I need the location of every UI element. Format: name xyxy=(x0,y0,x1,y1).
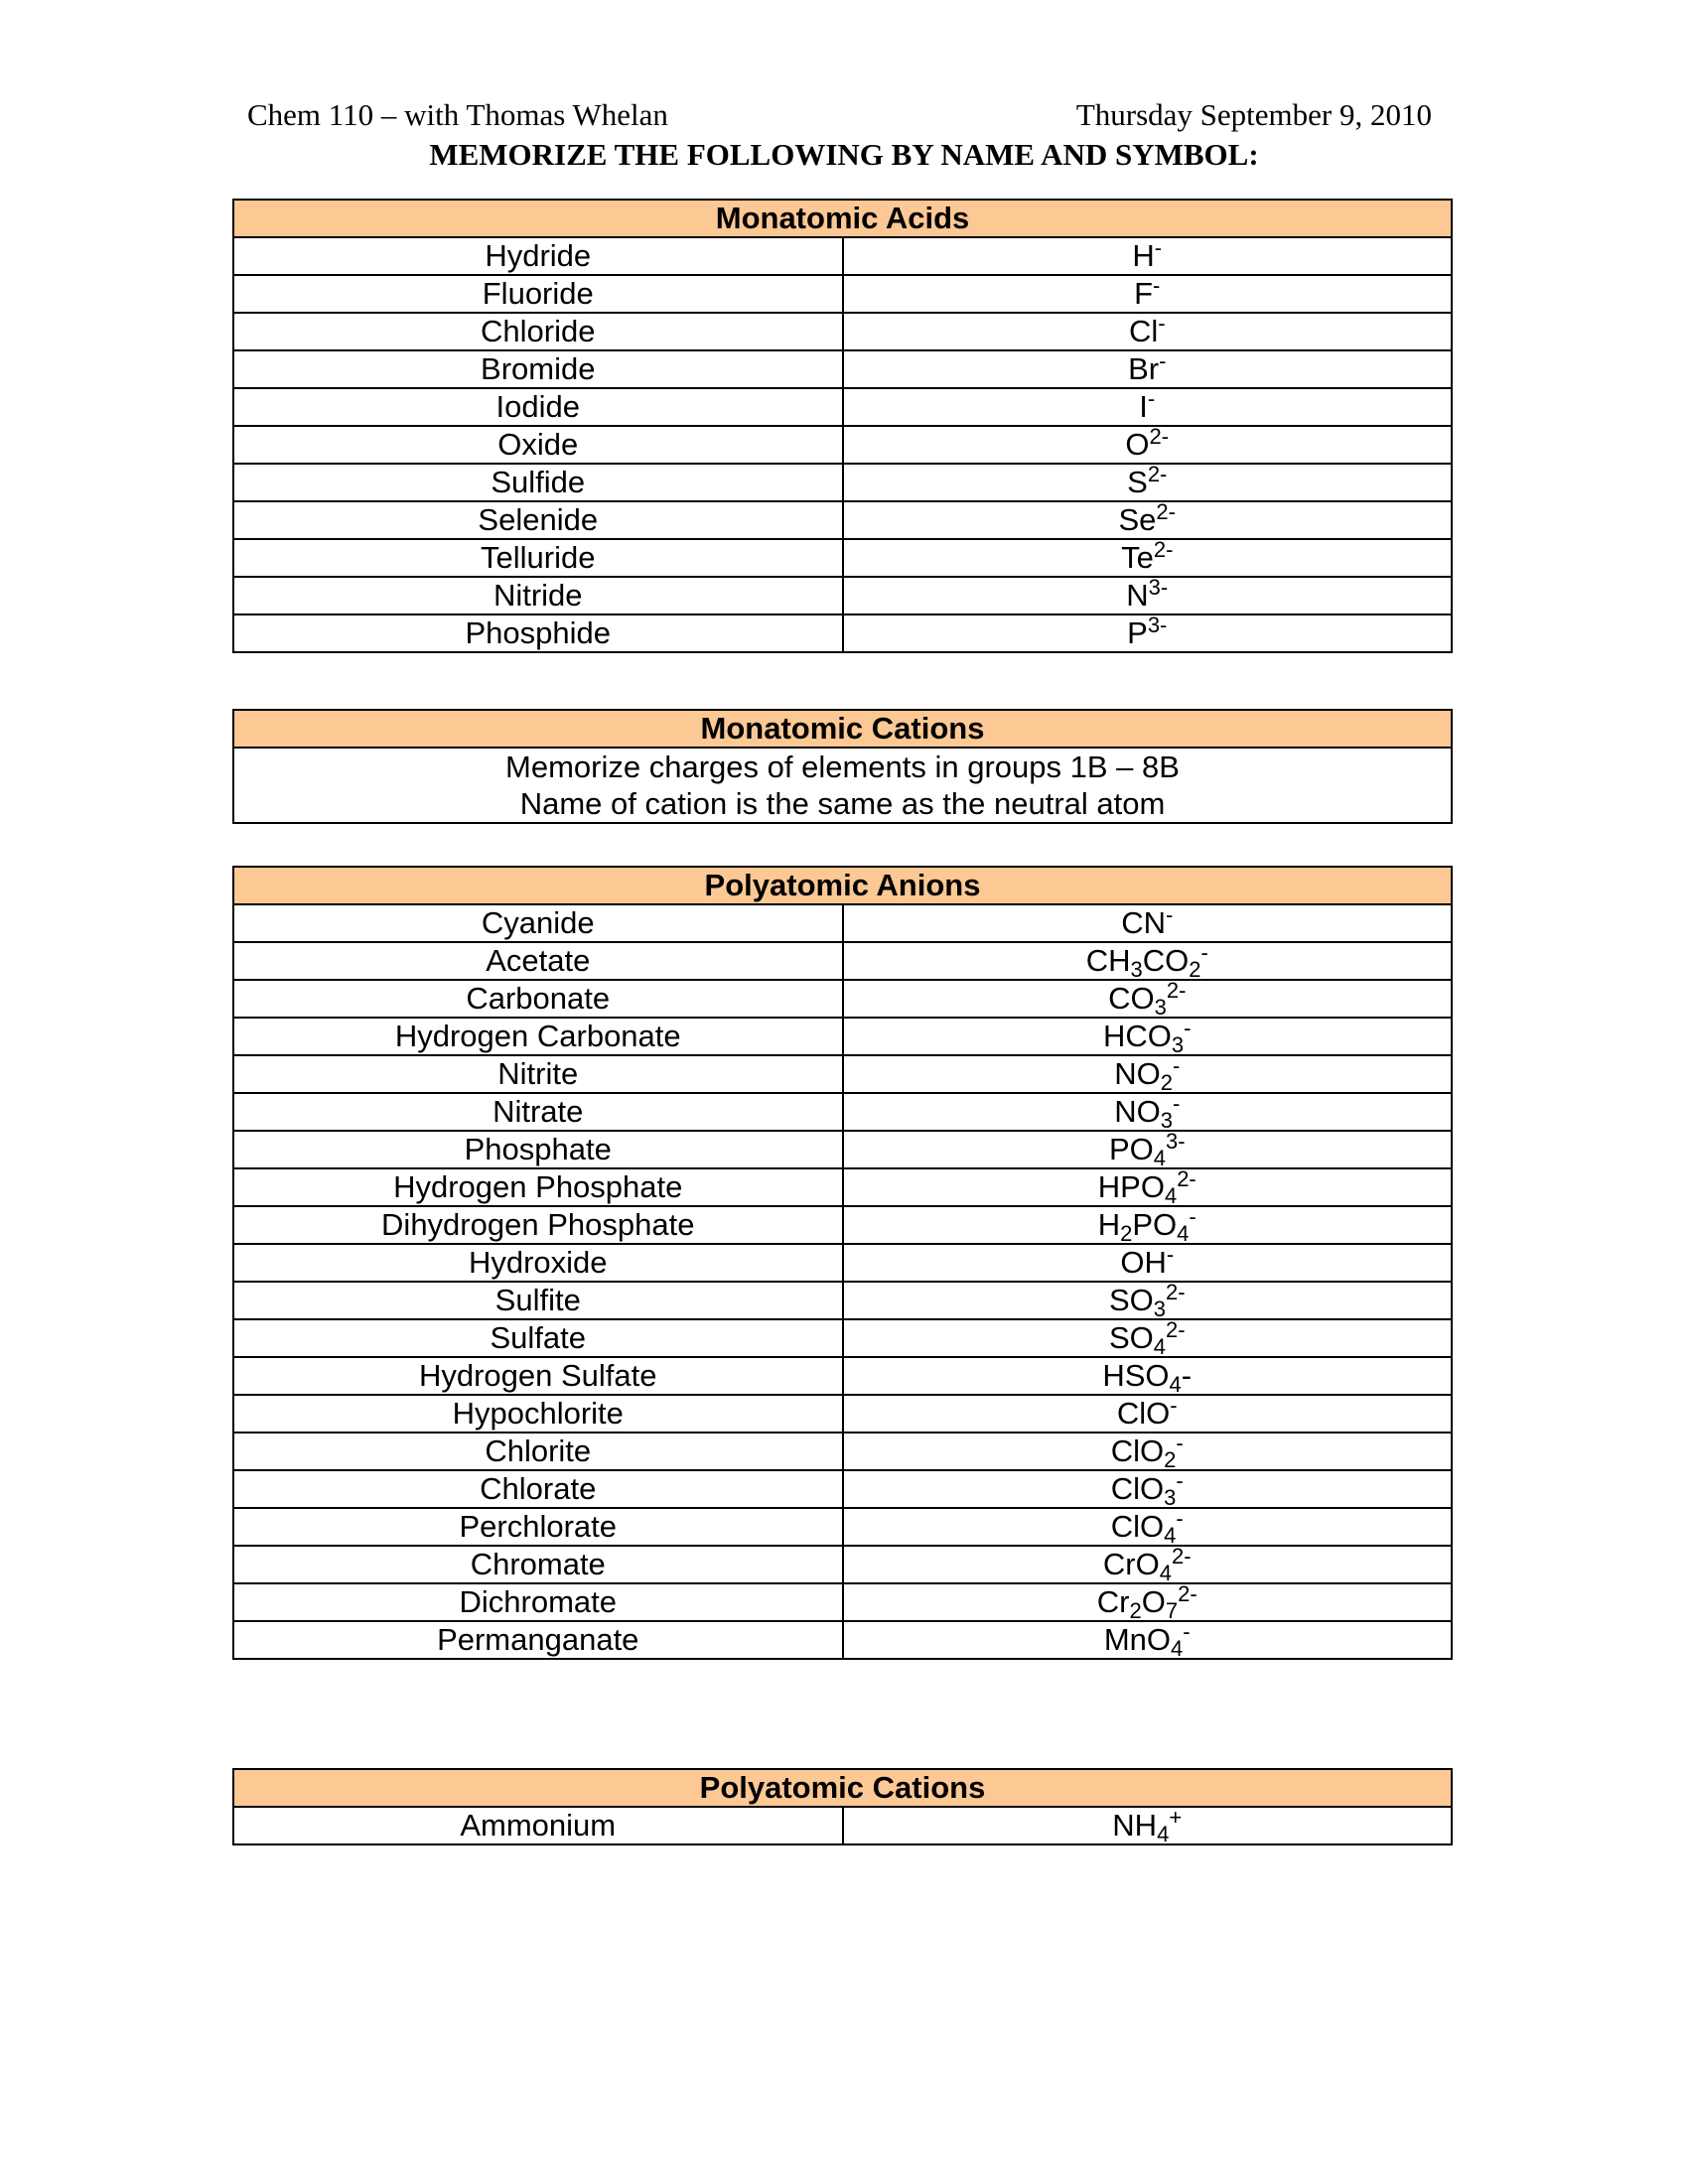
charge-superscript: 2- xyxy=(1177,1166,1196,1191)
formula-text: ClO xyxy=(1110,1509,1165,1544)
charge-superscript: - xyxy=(1176,1506,1184,1531)
charge-superscript: 2- xyxy=(1178,1581,1197,1606)
charge-superscript: 2- xyxy=(1153,537,1174,562)
formula-text: O xyxy=(1125,427,1150,462)
formula-text: ClO xyxy=(1110,1471,1165,1506)
ion-name: Sulfate xyxy=(233,1319,843,1357)
formula-text: CN xyxy=(1121,905,1166,940)
ion-name: Nitride xyxy=(233,577,843,614)
ion-symbol xyxy=(843,1206,1453,1244)
table-row xyxy=(233,1093,1452,1131)
ion-symbol xyxy=(843,539,1453,577)
ion-symbol xyxy=(843,313,1453,350)
ion-symbol xyxy=(843,275,1453,313)
ion-symbol xyxy=(843,1395,1453,1433)
table-title: Monatomic Cations xyxy=(233,710,1452,748)
charge-superscript: - xyxy=(1147,386,1156,411)
formula-text: ClO xyxy=(1110,1433,1165,1468)
formula-text: Br xyxy=(1128,351,1160,386)
table-title: Polyatomic Cations xyxy=(233,1769,1452,1807)
table-row xyxy=(233,1018,1452,1055)
table-title: Monatomic Acids xyxy=(233,200,1452,237)
subscript: 4 xyxy=(1177,1221,1190,1246)
subscript: 4 xyxy=(1159,1561,1172,1585)
ion-symbol xyxy=(843,942,1453,980)
ion-symbol xyxy=(843,1319,1453,1357)
subscript: 3 xyxy=(1171,1032,1185,1057)
formula-text: MnO xyxy=(1103,1622,1172,1657)
ion-symbol xyxy=(843,1018,1453,1055)
table-row xyxy=(233,980,1452,1018)
table-row xyxy=(233,1319,1452,1357)
ion-name: Dichromate xyxy=(233,1583,843,1621)
ion-name: Sulfide xyxy=(233,464,843,501)
charge-superscript: - xyxy=(1166,1242,1175,1267)
table-header-row xyxy=(233,1769,1452,1807)
table-row xyxy=(233,388,1452,426)
formula-text: ClO xyxy=(1116,1396,1171,1431)
ion-symbol xyxy=(843,1508,1453,1546)
formula-text: P xyxy=(1127,615,1148,650)
charge-superscript: - xyxy=(1153,273,1161,298)
subscript: 4 xyxy=(1153,1334,1166,1359)
ion-name: Selenide xyxy=(233,501,843,539)
subscript: 3 xyxy=(1130,957,1143,982)
formula-text: SO xyxy=(1108,1320,1154,1355)
ion-symbol xyxy=(843,1433,1453,1470)
table-row xyxy=(233,1470,1452,1508)
subscript: 4 xyxy=(1153,1146,1166,1170)
table-row xyxy=(233,313,1452,350)
polyatomic-anions-table xyxy=(232,866,1453,1660)
table-row xyxy=(233,1583,1452,1621)
table-row xyxy=(233,1244,1452,1282)
table-row xyxy=(233,1433,1452,1470)
table-row xyxy=(233,1357,1452,1395)
subscript: 3 xyxy=(1164,1485,1177,1510)
ion-symbol xyxy=(843,1093,1453,1131)
ion-symbol xyxy=(843,577,1453,614)
ion-name: Hydrogen Sulfate xyxy=(233,1357,843,1395)
formula-text: PO xyxy=(1108,1132,1154,1166)
charge-superscript: 2- xyxy=(1172,1544,1192,1569)
table-row xyxy=(233,1807,1452,1844)
table-row xyxy=(233,1131,1452,1168)
formula-text: NO xyxy=(1114,1056,1161,1091)
ion-name: Chloride xyxy=(233,313,843,350)
charge-superscript: - xyxy=(1172,1091,1181,1116)
formula-text: CO xyxy=(1142,943,1190,978)
charge-superscript: 2- xyxy=(1165,1317,1186,1342)
charge-superscript: - xyxy=(1176,1431,1184,1455)
charge-superscript: - xyxy=(1172,1053,1181,1078)
ion-symbol xyxy=(843,464,1453,501)
subscript: 4 xyxy=(1169,1372,1182,1397)
ion-symbol xyxy=(843,1131,1453,1168)
ion-name: Phosphate xyxy=(233,1131,843,1168)
table-title: Polyatomic Anions xyxy=(233,867,1452,904)
charge-superscript: - xyxy=(1176,1468,1184,1493)
ion-name: Bromide xyxy=(233,350,843,388)
ion-name: Carbonate xyxy=(233,980,843,1018)
charge-superscript: 2- xyxy=(1166,978,1187,1003)
charge-superscript: 3- xyxy=(1147,613,1168,637)
note-line: Name of cation is the same as the neutral atom xyxy=(519,786,1166,821)
ion-symbol xyxy=(843,1621,1453,1659)
table-row xyxy=(233,1508,1452,1546)
ion-name: Phosphide xyxy=(233,614,843,652)
subscript: 2 xyxy=(1129,1598,1142,1623)
formula-text: Se xyxy=(1118,502,1157,537)
course-header: Chem 110 – with Thomas Whelan xyxy=(247,97,668,132)
ion-name: Hypochlorite xyxy=(233,1395,843,1433)
subscript: 7 xyxy=(1165,1598,1179,1623)
charge-superscript: - xyxy=(1154,235,1163,260)
formula-text: I xyxy=(1139,389,1148,424)
table-header-row xyxy=(233,710,1452,748)
table-row xyxy=(233,1168,1452,1206)
ion-symbol xyxy=(843,1546,1453,1583)
charge-superscript: - xyxy=(1184,1016,1192,1040)
charge-superscript: 2- xyxy=(1149,424,1170,449)
formula-text: N xyxy=(1126,578,1149,613)
formula-text: H xyxy=(1097,1207,1121,1242)
charge-superscript: 2- xyxy=(1165,1280,1186,1304)
ion-name: Sulfite xyxy=(233,1282,843,1319)
formula-text: CH xyxy=(1085,943,1131,978)
table-row xyxy=(233,275,1452,313)
ion-name: Hydrogen Phosphate xyxy=(233,1168,843,1206)
subscript: 2 xyxy=(1189,957,1201,982)
subscript: 3 xyxy=(1153,1297,1166,1321)
charge-superscript: 2- xyxy=(1156,499,1176,524)
charge-superscript: - xyxy=(1183,1619,1191,1644)
formula-text: OH xyxy=(1120,1245,1167,1280)
charge-superscript: - xyxy=(1165,902,1174,927)
ion-name: Oxide xyxy=(233,426,843,464)
subscript: 3 xyxy=(1154,995,1167,1020)
table-row xyxy=(233,539,1452,577)
subscript: 4 xyxy=(1157,1822,1170,1846)
charge-superscript: 3- xyxy=(1165,1129,1186,1154)
formula-text: O xyxy=(1141,1584,1166,1619)
formula-text: HCO xyxy=(1103,1019,1172,1053)
ion-symbol xyxy=(843,904,1453,942)
formula-text: CrO xyxy=(1102,1547,1160,1581)
subscript: 4 xyxy=(1164,1183,1178,1208)
ion-symbol xyxy=(843,1583,1453,1621)
table-header-row xyxy=(233,200,1452,237)
ion-symbol xyxy=(843,1055,1453,1093)
table-header-row xyxy=(233,867,1452,904)
subscript: 2 xyxy=(1120,1221,1133,1246)
ion-name: Ammonium xyxy=(233,1807,843,1844)
charge-superscript: - xyxy=(1189,1204,1196,1229)
formula-text: NH xyxy=(1112,1808,1158,1843)
subscript: 3 xyxy=(1160,1108,1173,1133)
ion-name: Iodide xyxy=(233,388,843,426)
ion-name: Hydroxide xyxy=(233,1244,843,1282)
ion-symbol xyxy=(843,426,1453,464)
table-row xyxy=(233,1282,1452,1319)
table-row xyxy=(233,577,1452,614)
ion-symbol xyxy=(843,980,1453,1018)
ion-name: Perchlorate xyxy=(233,1508,843,1546)
formula-text: - xyxy=(1181,1358,1193,1393)
ion-symbol xyxy=(843,1282,1453,1319)
polyatomic-cations-table xyxy=(232,1768,1453,1845)
ion-name: Hydrogen Carbonate xyxy=(233,1018,843,1055)
monatomic-acids-table xyxy=(232,199,1453,653)
charge-superscript: - xyxy=(1159,348,1167,373)
ion-symbol xyxy=(843,237,1453,275)
table-row xyxy=(233,1621,1452,1659)
ion-symbol xyxy=(843,614,1453,652)
table-row xyxy=(233,237,1452,275)
ion-name: Nitrite xyxy=(233,1055,843,1093)
cation-note xyxy=(233,748,1452,823)
table-row xyxy=(233,464,1452,501)
formula-text: Cl xyxy=(1128,314,1159,348)
formula-text: S xyxy=(1127,465,1148,499)
note-line: Memorize charges of elements in groups 1B – 8B xyxy=(505,750,1180,784)
table-row xyxy=(233,1546,1452,1583)
ion-name: Permanganate xyxy=(233,1621,843,1659)
monatomic-cations-table xyxy=(232,709,1453,824)
table-row xyxy=(233,904,1452,942)
formula-text: H xyxy=(1132,238,1155,273)
subscript: 4 xyxy=(1164,1523,1177,1548)
charge-superscript: + xyxy=(1169,1805,1183,1830)
ion-symbol xyxy=(843,1470,1453,1508)
formula-text: NO xyxy=(1114,1094,1161,1129)
charge-superscript: 2- xyxy=(1147,462,1168,486)
ion-name: Chromate xyxy=(233,1546,843,1583)
subscript: 4 xyxy=(1171,1636,1184,1661)
table-row xyxy=(233,501,1452,539)
formula-text: HSO xyxy=(1102,1358,1170,1393)
table-row xyxy=(233,942,1452,980)
formula-text: CO xyxy=(1108,981,1155,1016)
table-row xyxy=(233,614,1452,652)
table-row xyxy=(233,350,1452,388)
ion-name: Cyanide xyxy=(233,904,843,942)
formula-text: SO xyxy=(1108,1283,1154,1317)
formula-text: HPO xyxy=(1097,1169,1165,1204)
ion-name: Acetate xyxy=(233,942,843,980)
ion-symbol xyxy=(843,1357,1453,1395)
subscript: 2 xyxy=(1160,1070,1173,1095)
page-title: MEMORIZE THE FOLLOWING BY NAME AND SYMBOL: xyxy=(429,137,1259,172)
table-row xyxy=(233,1206,1452,1244)
charge-superscript: - xyxy=(1200,940,1208,965)
formula-text: F xyxy=(1134,276,1154,311)
formula-text: Te xyxy=(1121,540,1154,575)
table-row xyxy=(233,426,1452,464)
date-header: Thursday September 9, 2010 xyxy=(1075,97,1432,132)
ion-symbol xyxy=(843,1807,1453,1844)
ion-symbol xyxy=(843,388,1453,426)
charge-superscript: 3- xyxy=(1148,575,1169,600)
ion-symbol xyxy=(843,501,1453,539)
ion-symbol xyxy=(843,1168,1453,1206)
ion-name: Nitrate xyxy=(233,1093,843,1131)
ion-name: Chlorite xyxy=(233,1433,843,1470)
ion-name: Dihydrogen Phosphate xyxy=(233,1206,843,1244)
ion-symbol xyxy=(843,350,1453,388)
ion-name: Hydride xyxy=(233,237,843,275)
ion-name: Fluoride xyxy=(233,275,843,313)
ion-name: Chlorate xyxy=(233,1470,843,1508)
ion-symbol xyxy=(843,1244,1453,1282)
charge-superscript: - xyxy=(1170,1393,1178,1418)
table-row xyxy=(233,1055,1452,1093)
table-row xyxy=(233,748,1452,823)
ion-name: Telluride xyxy=(233,539,843,577)
formula-text: Cr xyxy=(1096,1584,1130,1619)
subscript: 2 xyxy=(1164,1447,1177,1472)
table-row xyxy=(233,1395,1452,1433)
charge-superscript: - xyxy=(1158,311,1166,336)
formula-text: PO xyxy=(1132,1207,1178,1242)
